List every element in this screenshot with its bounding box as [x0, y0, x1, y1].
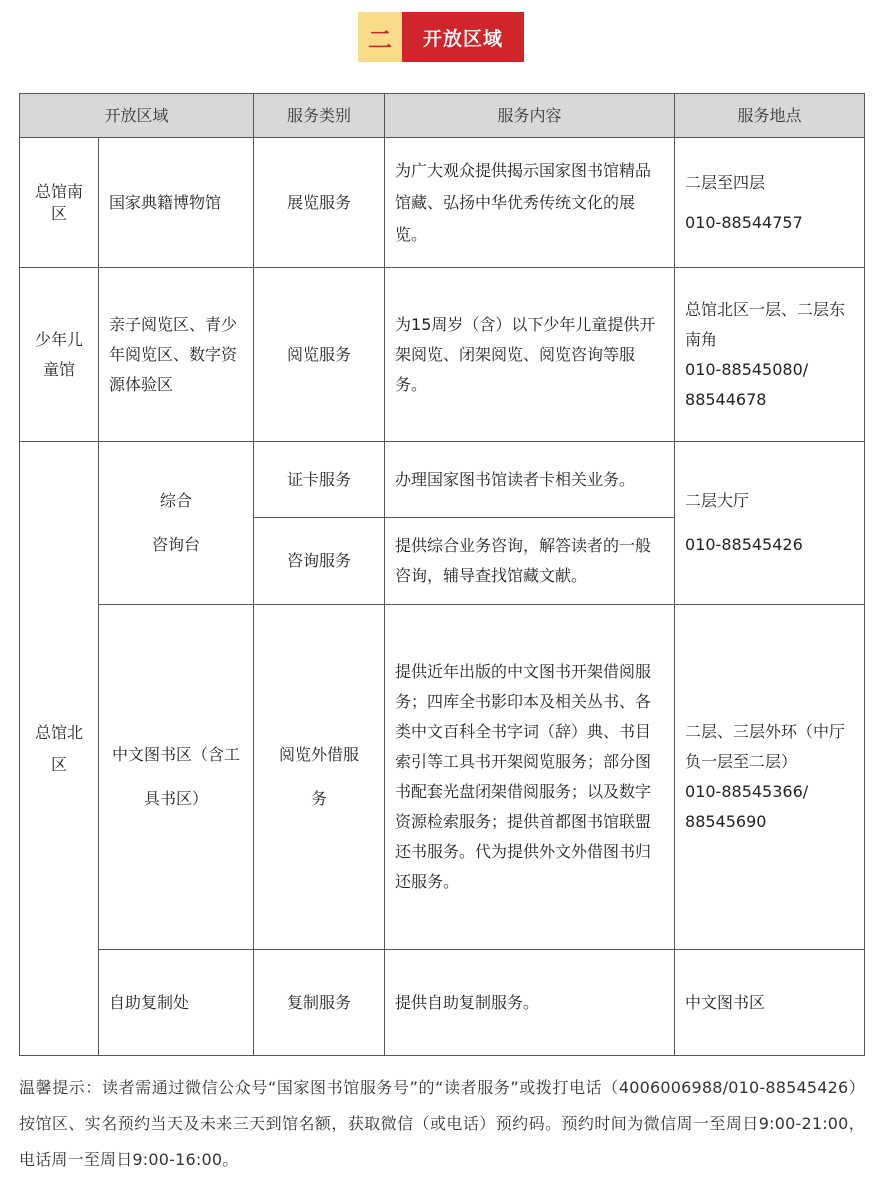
content-cell: 办理国家图书馆读者卡相关业务。 — [385, 442, 675, 518]
section-title: 开放区域 — [402, 12, 524, 62]
open-areas-table-wrapper — [19, 93, 865, 1056]
open-areas-table — [19, 93, 865, 1056]
location-line: 二层至四层 — [685, 172, 766, 192]
table-row — [20, 605, 865, 950]
location-line: 二层、三层外环（中厅负一层至二层） — [685, 722, 846, 771]
location-cell — [675, 442, 865, 605]
reservation-note: 温馨提示：读者需通过微信公众号“国家图书馆服务号”的“读者服务”或拨打电话（4006006988/010-88545426）按馆区、实名预约当天及未来三天到馆名额，获取微信（或电话）预约码。预约时间为微信周一至周日9:00-21:00，电话周一至周日9:00-16:00。 — [19, 1078, 865, 1169]
phone-line: 010-88545366/ 88545690 — [685, 782, 809, 831]
location-cell — [675, 605, 865, 950]
header-content: 服务内容 — [385, 94, 675, 138]
phone-line: 010-88545080/ 88544678 — [685, 359, 809, 409]
content-cell: 提供自助复制服务。 — [385, 950, 675, 1056]
category-cell: 阅览服务 — [254, 268, 385, 442]
table-row — [20, 138, 865, 268]
category-cell: 证卡服务 — [254, 442, 385, 518]
sub-area-cell: 自助复制处 — [99, 950, 254, 1056]
sub-area-cell — [99, 442, 254, 605]
header-location: 服务地点 — [675, 94, 865, 138]
sub-area-cell: 国家典籍博物馆 — [99, 138, 254, 268]
content-cell: 提供近年出版的中文图书开架借阅服务；四库全书影印本及相关丛书、各类中文百科全书字词（辞）典、书目索引等工具书开架阅览服务；部分图书配套光盘闭架借阅服务；以及数字资源检索服务；提供首都图书馆联盟还书服务。代为提供外文外借图书归还服务。 — [385, 605, 675, 950]
category-cell: 展览服务 — [254, 138, 385, 268]
header-category: 服务类别 — [254, 94, 385, 138]
phone-line: 010-88545426 — [685, 535, 803, 554]
sub-area-line: 咨询台 — [152, 535, 201, 554]
area-cell: 总馆北区 — [20, 442, 99, 1056]
header-area: 开放区域 — [20, 94, 254, 138]
location-cell — [675, 268, 865, 442]
category-cell: 复制服务 — [254, 950, 385, 1056]
location-cell: 中文图书区 — [675, 950, 865, 1056]
sub-area-cell: 中文图书区（含工具书区） — [99, 605, 254, 950]
table-row — [20, 442, 865, 518]
area-cell: 总馆南区 — [20, 138, 99, 268]
content-cell: 提供综合业务咨询，解答读者的一般咨询，辅导查找馆藏文献。 — [385, 518, 675, 605]
location-line: 二层大厅 — [685, 491, 750, 510]
content-cell: 为广大观众提供揭示国家图书馆精品馆藏、弘扬中华优秀传统文化的展览。 — [385, 138, 675, 268]
table-row — [20, 268, 865, 442]
area-cell: 少年儿童馆 — [20, 268, 99, 442]
table-row — [20, 950, 865, 1056]
phone-line: 010-88544757 — [685, 212, 803, 232]
category-cell: 阅览外借服务 — [254, 605, 385, 950]
content-cell: 为15周岁（含）以下少年儿童提供开架阅览、闭架阅览、阅览咨询等服务。 — [385, 268, 675, 442]
category-cell: 咨询服务 — [254, 518, 385, 605]
section-heading — [358, 12, 524, 62]
location-cell — [675, 138, 865, 268]
section-number: 二 — [358, 12, 402, 62]
table-header-row — [20, 94, 865, 138]
sub-area-line: 综合 — [160, 491, 193, 510]
location-line: 总馆北区一层、二层东南角 — [685, 299, 846, 349]
sub-area-cell: 亲子阅览区、青少年阅览区、数字资源体验区 — [99, 268, 254, 442]
